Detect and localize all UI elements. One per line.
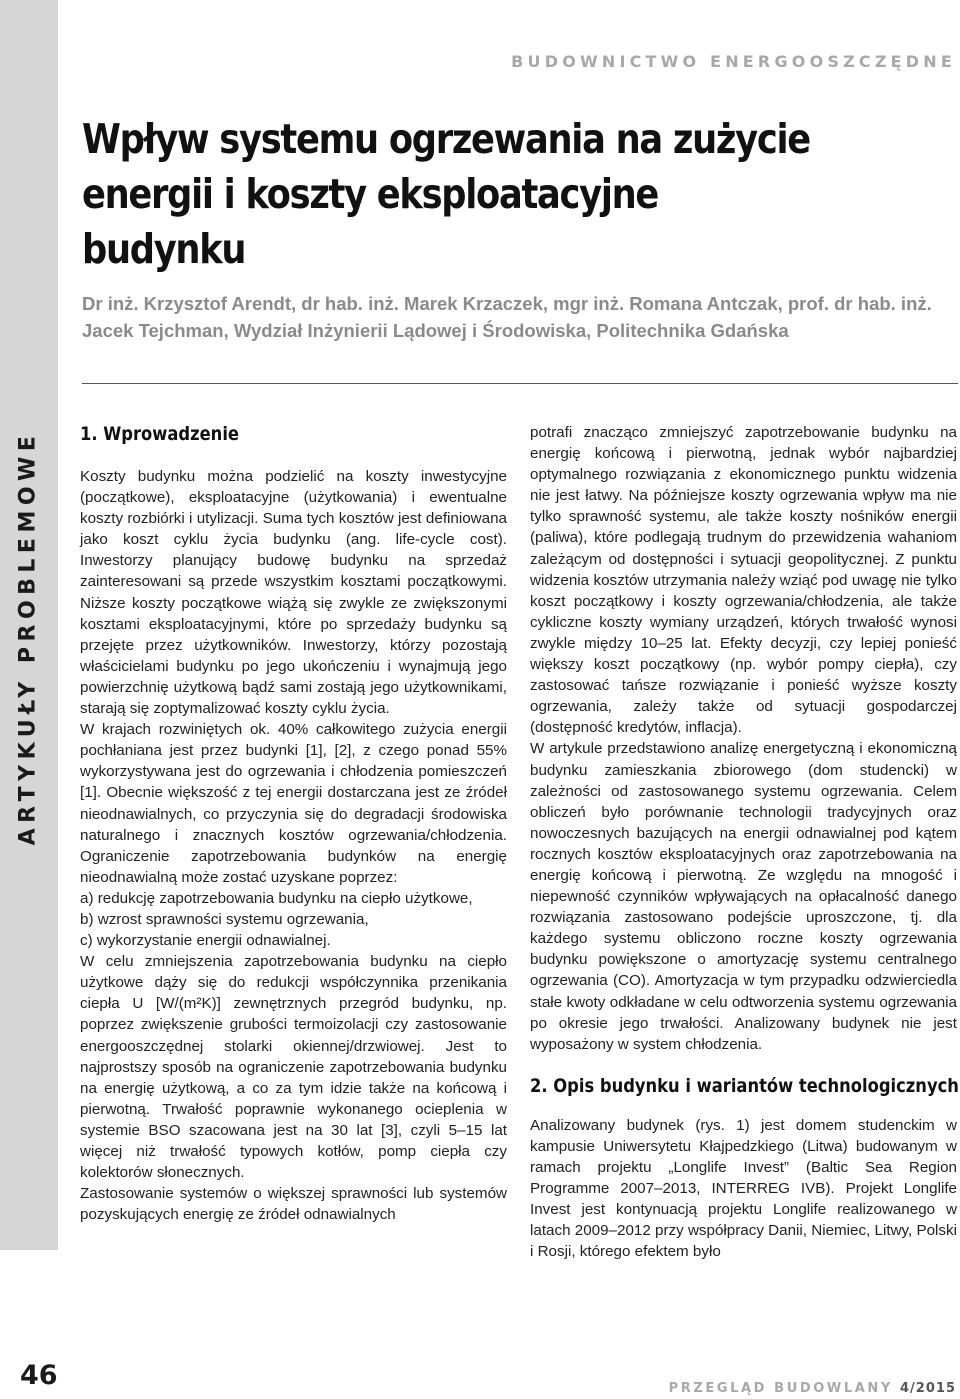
running-head: BUDOWNICTWO ENERGOOSZCZĘDNE (511, 52, 956, 71)
paragraph: Zastosowanie systemów o większej sprawności lub systemów pozyskujących energię ze źródeł odnawialnych (80, 1185, 507, 1224)
left-column (80, 422, 507, 1225)
list-item: b) wzrost sprawności systemu ogrzewania, (80, 910, 369, 928)
journal-footer (669, 1381, 956, 1396)
list-item: a) redukcję zapotrzebowania budynku na ciepło użytkowe, (80, 889, 473, 907)
authors-affiliation: Dr inż. Krzysztof Arendt, dr hab. inż. Marek Krzaczek, mgr inż. Romana Antczak, prof. dr hab. inż. Jacek Tejchman, Wydział Inżynierii Lądowej i Środowiska, Politechnika Gdańska (82, 293, 932, 341)
paragraph: W krajach rozwiniętych ok. 40% całkowitego zużycia energii pochłaniana jest przez budynki [1], [2], z czego ponad 55% wykorzystywana jest do ogrzewania i chłodzenia pomieszczeń [1]. Obecnie większość z tej energii dostarczana jest ze źródeł nieodnawialnych, co przyczynia się do degradacji środowiska naturalnego i znacznych kosztów ogrzewania/chłodzenia. Ograniczenie zapotrzebowania budynków na energię nieodnawialną może zostać uzyskane poprzez: (80, 721, 507, 886)
list-item: c) wykorzystanie energii odnawialnej. (80, 932, 331, 950)
paragraph: Analizowany budynek (rys. 1) jest domem studenckim w kampusie Uniwersytetu Kłajpedzkiego (Litwa) budowanym w ramach projektu „Longlife Invest” (Baltic Sea Region Programme 2007–2013, INTERREG IVB). Projekt Longlife Invest jest kontynuacją projektu Longlife realizowanego w latach 2009–2012 przy współpracy Danii, Niemiec, Litwy, Polski i Rosji, którego efektem było (530, 1116, 957, 1261)
section-vertical-label: ARTYKUŁY PROBLEMOWE (15, 430, 41, 846)
paragraph: W celu zmniejszenia zapotrzebowania budynku na ciepło użytkowe dąży się do redukcji współczynnika przenikania ciepła U [W/(m²K)] zewnętrznych przegród budynku, np. poprzez zwiększenie grubości termoizolacji czy zastosowanie energooszczędnej stolarki okiennej/drzwiowej. Jest to najprostszy sposób na ograniczenie zapotrzebowania budynku na energię użytkową, a co za tym idzie także na końcową i pierwotną. Trwałość poprawnie wykonanego ocieplenia w systemie BSO szacowana jest na 30 lat [3], czyli 5–15 lat więcej niż trwałość typowych kotłów, pomp ciepła czy kolektorów słonecznych. (80, 953, 507, 1182)
page-number: 46 (20, 1360, 58, 1391)
article-title: Wpływ systemu ogrzewania na zużycie energii i koszty eksploatacyjne budynku (82, 115, 810, 273)
paragraph: potrafi znacząco zmniejszyć zapotrzebowanie budynku na energię końcową i pierwotną, jednak wybór najbardziej optymalnego rozwiązania z ekonomicznego punktu widzenia nie jest łatwy. Na późniejsze koszty ogrzewania wpływ ma nie tylko sprawność systemu, ale także koszty nośników energii (paliwa), które podlegają trudnym do przewidzenia wahaniom zależącym od dostępności i sytuacji geopolitycznej. Z punktu widzenia kosztów utrzymania należy wziąć pod uwagę nie tylko koszt początkowy i koszty ogrzewania/chłodzenia, ale także cykliczne koszty wymiany urządzeń, których trwałość wynosi zwykle między 10–25 lat. Efekty decyzji, czy lepiej ponieść większy koszt początkowy (np. wybór pompy ciepła), czy zastosować tańsze rozwiązanie i ponieść wyższe koszty ogrzewania, zależy także od sytuacji gospodarczej (dostępność kredytów, inflacja). (530, 424, 957, 737)
paragraph: W artykule przedstawiono analizę energetyczną i ekonomiczną budynku zamieszkania zbiorowego (dom studencki) w zależności od zastosowanego systemu ogrzewania. Celem obliczeń było porównanie technologii tradycyjnych oraz nowoczesnych bazujących na energii odnawialnej pod kątem rocznych kosztów eksploatacyjnych oraz zapotrzebowania na energię końcową i pierwotną. Ze względu na mnogość i niepewność czynników wpływających na opłacalność danego rozwiązania zastosowano podejście uproszczone, tj. dla każdego systemu obliczono roczne koszty ogrzewania budynku powiększone o amortyzację systemu centralnego ogrzewania (CO). Amortyzacja w tym przypadku odzwierciedla stałe kwoty odkładane w celu odtworzenia systemu ogrzewania po okresie jego trwałości. Analizowany budynek nie jest wyposażony w system chłodzenia. (530, 740, 957, 1053)
paragraph: Koszty budynku można podzielić na koszty inwestycyjne (początkowe), eksploatacyjne (użytkowania) i ewentualne koszty rozbiórki i utylizacji. Suma tych kosztów jest definiowana jako koszt cyklu życia budynku (ang. life-cycle cost). Inwestorzy planujący budowę budynku na sprzedaż zainteresowani są przede wszystkim kosztami początkowymi. Niższe koszty początkowe wiążą się zwykle ze zwiększonymi kosztami eksploatacyjnymi, które po sprzedaży budynku są przejęte przez użytkowników. Inwestorzy, którzy pozostają właścicielami budynku po jego ukończeniu i wynajmują jego powierzchnię użytkową bądź sami zostają jego użytkownikami, starają się zoptymalizować koszty cyklu życia. (80, 468, 507, 718)
section-heading-intro: 1. Wprowadzenie (80, 423, 240, 445)
right-column (530, 422, 957, 1262)
journal-name: PRZEGLĄD BUDOWLANY (668, 1381, 893, 1396)
issue-number: 4/2015 (900, 1381, 956, 1396)
section-heading-building: 2. Opis budynku i wariantów technologicznych (530, 1074, 959, 1097)
header-divider (82, 383, 958, 384)
